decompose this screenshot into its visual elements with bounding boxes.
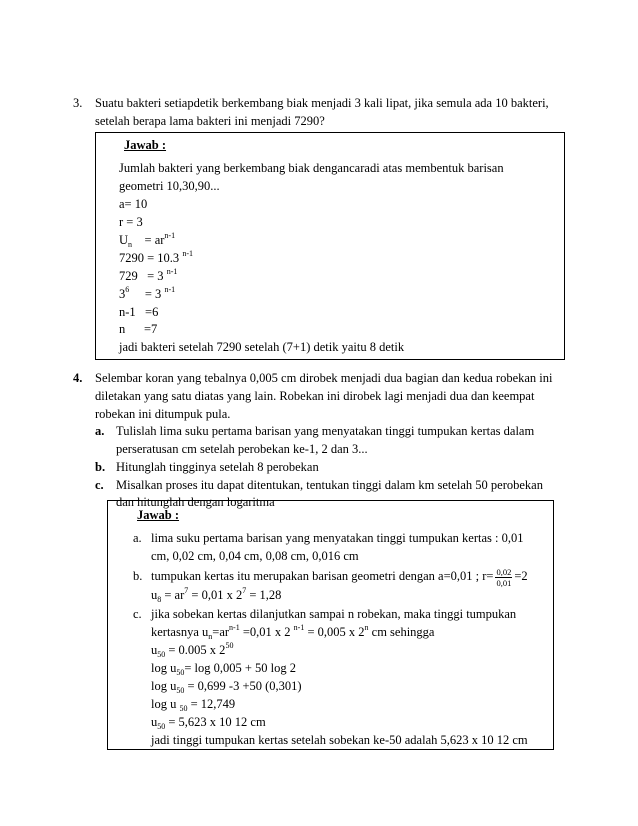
- ratio-fraction: $\frac{0,02}{0,01}$: [496, 566, 512, 588]
- problem-4-answer-c-line-4: $\log u_{50}= \log 0,005 + 50$ log 2: [151, 661, 297, 677]
- problem-3-a-value: a= 10: [119, 197, 148, 211]
- problem-3-text-line-1: Suatu bakteri setiapdetik berkembang biak menjadi 3 kali lipat, jika semula ada 10 bakteri,: [95, 96, 549, 110]
- problem-4-answer-b-line-1: tumpukan kertas itu merupakan barisan geometri dengan a=0,01 ; r= $\frac{0,02}{0,01}$ =2: [151, 566, 528, 588]
- problem-4-answer-c-line-3: $u_{50} = 0.005$ x $2^{50}$: [151, 641, 234, 659]
- problem-4-answer-heading: Jawab :: [137, 508, 180, 522]
- problem-4-answer-b-label: b.: [133, 569, 143, 583]
- problem-4-b-label: b.: [95, 460, 106, 474]
- problem-4-answer-a-label: a.: [133, 531, 142, 545]
- problem-4-answer-c-line-2: kertasnya $u_n=ar^{n-1} =0,01$ x 2 $^{n-1}$ = 0,005 x 2$^n$ cm sehingga: [151, 623, 435, 641]
- problem-4-c-line-2: dan hitunglah dengan logaritma: [116, 495, 275, 509]
- problem-4-number: 4.: [73, 371, 83, 385]
- problem-3-36-line: $3^6$ = 3 $^{n-1}$: [119, 285, 176, 301]
- problem-4-line-3: robekan ini ditumpuk pula.: [95, 407, 231, 421]
- problem-3-n-minus-1: n-1 =6: [119, 305, 159, 319]
- problem-3-conclusion: jadi bakteri setelah 7290 setelah (7+1) detik yaitu 8 detik: [119, 340, 405, 354]
- problem-4-c-line-1: Misalkan proses itu dapat ditentukan, tentukan tinggi dalam km setelah 50 perobekan: [116, 478, 543, 492]
- problem-4-a-line-1: Tulislah lima suku pertama barisan yang menyatakan tinggi tumpukan kertas dalam: [116, 424, 535, 438]
- problem-4-answer-a-line-1: lima suku pertama barisan yang menyatakan tinggi tumpukan kertas : 0,01: [151, 531, 524, 545]
- problem-3-number: 3.: [73, 96, 83, 110]
- problem-4-answer-c-conclusion: jadi tinggi tumpukan kertas setelah sobekan ke-50 adalah 5,623 x 10 12 cm: [151, 733, 528, 747]
- problem-3-7290-line: 7290 = 10.3 $^{n-1}$: [119, 249, 193, 265]
- problem-3-n-value: n =7: [119, 322, 158, 336]
- problem-4-c-label: c.: [95, 478, 104, 492]
- problem-3-729-line: 729 = 3 $^{n-1}$: [119, 267, 178, 283]
- problem-3-answer-heading: Jawab :: [124, 138, 167, 152]
- problem-3-text-line-2: setelah berapa lama bakteri ini menjadi 7290?: [95, 114, 325, 128]
- problem-4-a-line-2: perseratusan cm setelah perobekan ke-1, 2 dan 3...: [116, 442, 368, 456]
- problem-3-answer-line-1: Jumlah bakteri yang berkembang biak dengancaradi atas membentuk barisan: [119, 161, 504, 175]
- problem-3-answer-line-2: geometri 10,30,90...: [119, 179, 220, 193]
- problem-3-un-formula: $U_n$ = $ar^{n-1}$: [119, 231, 176, 249]
- problem-4-line-1: Selembar koran yang tebalnya 0,005 cm dirobek menjadi dua bagian dan kedua robekan ini: [95, 371, 553, 385]
- problem-4-answer-c-label: c.: [133, 607, 142, 621]
- problem-4-b-line-1: Hitunglah tingginya setelah 8 perobekan: [116, 460, 319, 474]
- problem-3-r-value: r = 3: [119, 215, 143, 229]
- problem-4-answer-c-line-7: $u_{50} = 5,623$ x 10 12 cm: [151, 715, 266, 731]
- problem-4-answer-c-line-6: log u $_{50}$ = 12,749: [151, 697, 236, 713]
- problem-4-line-2: diletakan yang satu diatas yang lain. Robekan ini dirobek lagi menjadi dua dan keempat: [95, 389, 535, 403]
- problem-4-answer-a-line-2: cm, 0,02 cm, 0,04 cm, 0,08 cm, 0,016 cm: [151, 549, 359, 563]
- problem-4-answer-b-line-2: $u_8 = ar^7 = 0,01$ x $2^7 = 1,28$: [151, 586, 282, 604]
- problem-4-answer-c-line-1: jika sobekan kertas dilanjutkan sampai n robekan, maka tinggi tumpukan: [151, 607, 517, 621]
- problem-4-a-label: a.: [95, 424, 105, 438]
- problem-4-answer-c-line-5: $\log u_{50} = 0,699$ -3 +50 (0,301): [151, 679, 302, 695]
